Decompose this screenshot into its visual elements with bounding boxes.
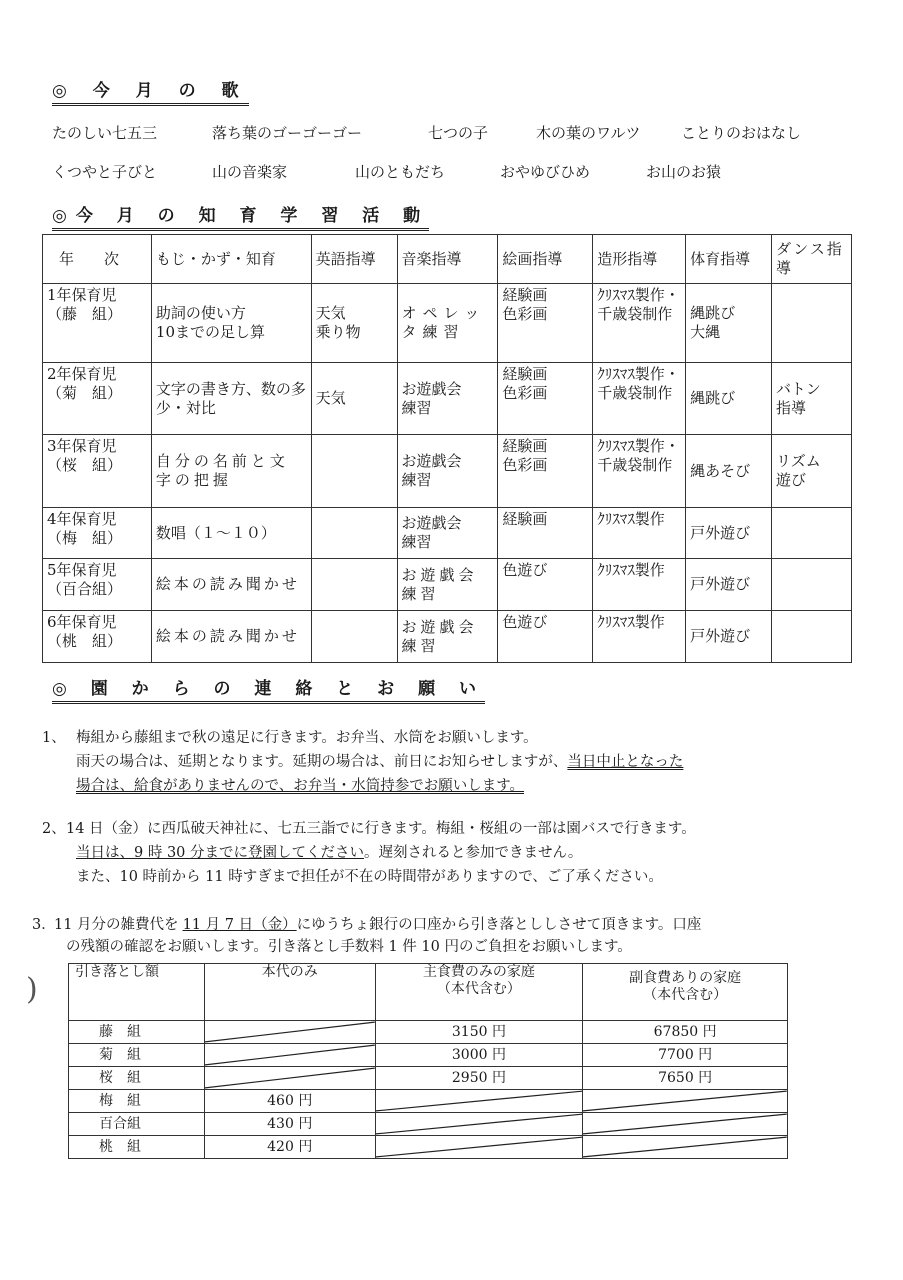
not-applicable-slash	[583, 1136, 787, 1158]
activities-row	[43, 559, 852, 611]
fee-books-cell: 460 円	[204, 1090, 375, 1113]
activity-cell-english	[311, 435, 397, 508]
grade-cell	[43, 435, 152, 508]
activity-cell-literacy: 絵本の読み聞かせ	[151, 611, 311, 663]
activities-row	[43, 363, 852, 435]
activity-cell-english: 天気	[311, 363, 397, 435]
activities-row	[43, 611, 852, 663]
activity-cell-music: オペレッタ練習	[397, 284, 498, 363]
notice-number: 3．	[32, 917, 56, 933]
notice-line	[54, 914, 701, 936]
grade-label: 5年保育児	[47, 561, 117, 579]
header-dance: ダンス指導	[772, 235, 852, 284]
fee-header-label: 引き落とし額	[69, 964, 205, 1021]
fee-table	[68, 963, 788, 1159]
activity-cell-dance	[772, 611, 852, 663]
not-applicable-slash	[376, 1136, 583, 1158]
fee-staple-cell	[375, 1113, 583, 1136]
song-item: ことりのおはなし	[681, 124, 802, 142]
song-item: くつやと子びと	[52, 163, 158, 181]
not-applicable-slash	[376, 1090, 583, 1112]
songs-heading: ◎ 今 月 の 歌	[52, 80, 249, 106]
activity-cell-english: 天気 乗り物	[311, 284, 397, 363]
fee-side-cell	[583, 1136, 788, 1159]
songs-row-2	[52, 162, 852, 182]
activity-cell-dance	[772, 559, 852, 611]
fee-books-cell: 430 円	[204, 1113, 375, 1136]
activity-cell-painting: 色遊び	[498, 559, 593, 611]
header-music: 音楽指導	[397, 235, 498, 284]
activity-cell-music: お遊戯会 練習	[397, 363, 498, 435]
class-label: （桃 組）	[47, 632, 123, 650]
notice-emphasis: 当日中止となった	[567, 754, 684, 770]
class-label: （百合組）	[47, 580, 123, 598]
fee-staple-cell: 3000 円	[375, 1044, 583, 1067]
grade-cell	[43, 559, 152, 611]
notice-emphasis: 場合は、給食がありませんので、お弁当・水筒持参でお願いします。	[76, 778, 525, 794]
activity-cell-painting: 経験画 色彩画	[498, 363, 593, 435]
activities-row	[43, 435, 852, 508]
notices-heading: ◎ 園 か ら の 連 絡 と お 願 い	[52, 678, 485, 704]
not-applicable-slash	[205, 1067, 375, 1089]
fee-staple-cell	[375, 1136, 583, 1159]
activity-cell-pe: 縄跳び 大縄	[686, 284, 772, 363]
activities-heading: ◎今 月 の 知 育 学 習 活 動	[52, 205, 429, 231]
fee-staple-cell: 2950 円	[375, 1067, 583, 1090]
fee-header-side: 副食費ありの家庭 （本代含む）	[583, 964, 788, 1021]
activity-cell-music: お遊戯会 練習	[397, 435, 498, 508]
activity-cell-dance: リズム 遊び	[772, 435, 852, 508]
header-english: 英語指導	[311, 235, 397, 284]
notice-text: 雨天の場合は、延期となります。延期の場合は、前日にお知らせしますが、	[76, 754, 568, 770]
activity-cell-crafts: ｸﾘｽﾏｽ製作・千歳袋制作	[593, 435, 686, 508]
activities-header-row	[43, 235, 852, 284]
activity-cell-painting: 経験画 色彩画	[498, 284, 593, 363]
fee-row	[69, 1067, 788, 1090]
activity-cell-dance: バトン 指導	[772, 363, 852, 435]
song-item: 木の葉のワルツ	[536, 124, 641, 142]
fee-header-staple: 主食費のみの家庭 （本代含む）	[375, 964, 583, 1021]
fee-class-cell: 桃 組	[69, 1136, 205, 1159]
notice-text: にゆうちょ銀行の口座から引き落とししさせて頂きます。口座	[296, 917, 702, 933]
activity-cell-painting: 経験画	[498, 508, 593, 559]
fee-header-row	[69, 964, 788, 1021]
grade-label: 4年保育児	[47, 510, 117, 528]
grade-cell	[43, 284, 152, 363]
activity-cell-english	[311, 611, 397, 663]
songs-row-1	[52, 123, 852, 143]
song-item: 落ち葉のゴーゴーゴー	[212, 124, 363, 142]
notice-number: 1、	[42, 730, 66, 746]
margin-mark: )	[26, 972, 38, 1007]
class-label: （梅 組）	[47, 529, 123, 547]
activity-cell-crafts: ｸﾘｽﾏｽ製作	[593, 611, 686, 663]
activity-cell-painting: 色遊び	[498, 611, 593, 663]
header-literacy: もじ・かず・知育	[151, 235, 311, 284]
activity-cell-english	[311, 559, 397, 611]
fee-class-cell: 藤 組	[69, 1021, 205, 1044]
fee-row	[69, 1021, 788, 1044]
fee-side-cell: 7700 円	[583, 1044, 788, 1067]
not-applicable-slash	[205, 1021, 375, 1043]
activity-cell-music: お遊戯会練習	[397, 559, 498, 611]
fee-class-cell: 梅 組	[69, 1090, 205, 1113]
header-grade: 年 次	[43, 235, 152, 284]
activity-cell-music: お遊戯会練習	[397, 611, 498, 663]
fee-books-cell	[204, 1067, 375, 1090]
notice-line: 14 日（金）に西瓜破天神社に、七五三詣でに行きます。梅組・桜組の一部は園バスで行きます。	[66, 821, 696, 837]
activity-cell-pe: 戸外遊び	[686, 508, 772, 559]
song-item: 山の音楽家	[212, 163, 288, 181]
notice-line: の残額の確認をお願いします。引き落とし手数料 1 件 10 円のご負担をお願いします。	[66, 939, 632, 955]
activity-cell-english	[311, 508, 397, 559]
fee-books-cell	[204, 1044, 375, 1067]
activity-cell-pe: 縄あそび	[686, 435, 772, 508]
song-item: 七つの子	[428, 124, 489, 142]
activities-table	[42, 234, 852, 663]
activity-cell-crafts: ｸﾘｽﾏｽ製作・千歳袋制作	[593, 363, 686, 435]
activity-cell-pe: 戸外遊び	[686, 559, 772, 611]
song-item: お山のお猿	[646, 163, 722, 181]
not-applicable-slash	[376, 1113, 583, 1135]
fee-row	[69, 1113, 788, 1136]
song-item: 山のともだち	[355, 163, 446, 181]
notice-line: 梅組から藤組まで秋の遠足に行きます。お弁当、水筒をお願いします。	[76, 730, 538, 746]
header-pe: 体育指導	[686, 235, 772, 284]
activity-cell-music: お遊戯会 練習	[397, 508, 498, 559]
not-applicable-slash	[205, 1044, 375, 1066]
grade-label: 3年保育児	[47, 437, 117, 455]
activity-cell-literacy: 絵本の読み聞かせ	[151, 559, 311, 611]
notice-emphasis: 11 月 7 日（金）	[182, 917, 297, 933]
fee-row	[69, 1044, 788, 1067]
fee-staple-cell: 3150 円	[375, 1021, 583, 1044]
fee-books-cell	[204, 1021, 375, 1044]
fee-side-cell: 67850 円	[583, 1021, 788, 1044]
fee-class-cell: 百合組	[69, 1113, 205, 1136]
activity-cell-literacy: 文字の書き方、数の多少・対比	[151, 363, 311, 435]
header-painting: 絵画指導	[498, 235, 593, 284]
activities-row	[43, 284, 852, 363]
fee-row	[69, 1136, 788, 1159]
notice-line	[76, 842, 582, 864]
activity-cell-painting: 経験画 色彩画	[498, 435, 593, 508]
grade-label: 1年保育児	[47, 286, 117, 304]
fee-side-cell: 7650 円	[583, 1067, 788, 1090]
activity-cell-pe: 戸外遊び	[686, 611, 772, 663]
notice-text: 11 月分の雑費代を	[54, 917, 179, 933]
song-item: たのしい七五三	[52, 124, 158, 142]
activity-cell-literacy: 助詞の使い方 10までの足し算	[151, 284, 311, 363]
fee-row	[69, 1090, 788, 1113]
class-label: （桜 組）	[47, 456, 123, 474]
fee-staple-cell	[375, 1090, 583, 1113]
not-applicable-slash	[583, 1113, 787, 1135]
grade-cell	[43, 363, 152, 435]
activity-cell-dance	[772, 508, 852, 559]
activity-cell-literacy: 数唱（１～１０）	[151, 508, 311, 559]
fee-books-cell: 420 円	[204, 1136, 375, 1159]
activity-cell-crafts: ｸﾘｽﾏｽ製作	[593, 559, 686, 611]
notice-line	[76, 751, 683, 773]
song-item: おやゆびひめ	[500, 163, 591, 181]
fee-class-cell: 菊 組	[69, 1044, 205, 1067]
fee-header-books: 本代のみ	[204, 964, 375, 1021]
fee-side-cell	[583, 1090, 788, 1113]
notice-number: 2、	[42, 821, 66, 837]
activity-cell-crafts: ｸﾘｽﾏｽ製作	[593, 508, 686, 559]
activity-cell-dance	[772, 284, 852, 363]
grade-label: 2年保育児	[47, 365, 117, 383]
activity-cell-crafts: ｸﾘｽﾏｽ製作・千歳袋制作	[593, 284, 686, 363]
class-label: （藤 組）	[47, 305, 123, 323]
class-label: （菊 組）	[47, 384, 123, 402]
grade-label: 6年保育児	[47, 613, 117, 631]
activity-cell-pe: 縄跳び	[686, 363, 772, 435]
fee-side-cell	[583, 1113, 788, 1136]
activities-row	[43, 508, 852, 559]
grade-cell	[43, 611, 152, 663]
notice-text: 。遅刻されると参加できません。	[364, 845, 583, 861]
activity-cell-literacy: 自分の名前と文字の把握	[151, 435, 311, 508]
notice-emphasis: 当日は、9 時 30 分までに登園してください	[76, 845, 365, 861]
not-applicable-slash	[583, 1090, 787, 1112]
notice-line: また、10 時前から 11 時すぎまで担任が不在の時間帯がありますので、ご了承ください。	[76, 869, 663, 885]
header-crafts: 造形指導	[593, 235, 686, 284]
fee-class-cell: 桜 組	[69, 1067, 205, 1090]
grade-cell	[43, 508, 152, 559]
